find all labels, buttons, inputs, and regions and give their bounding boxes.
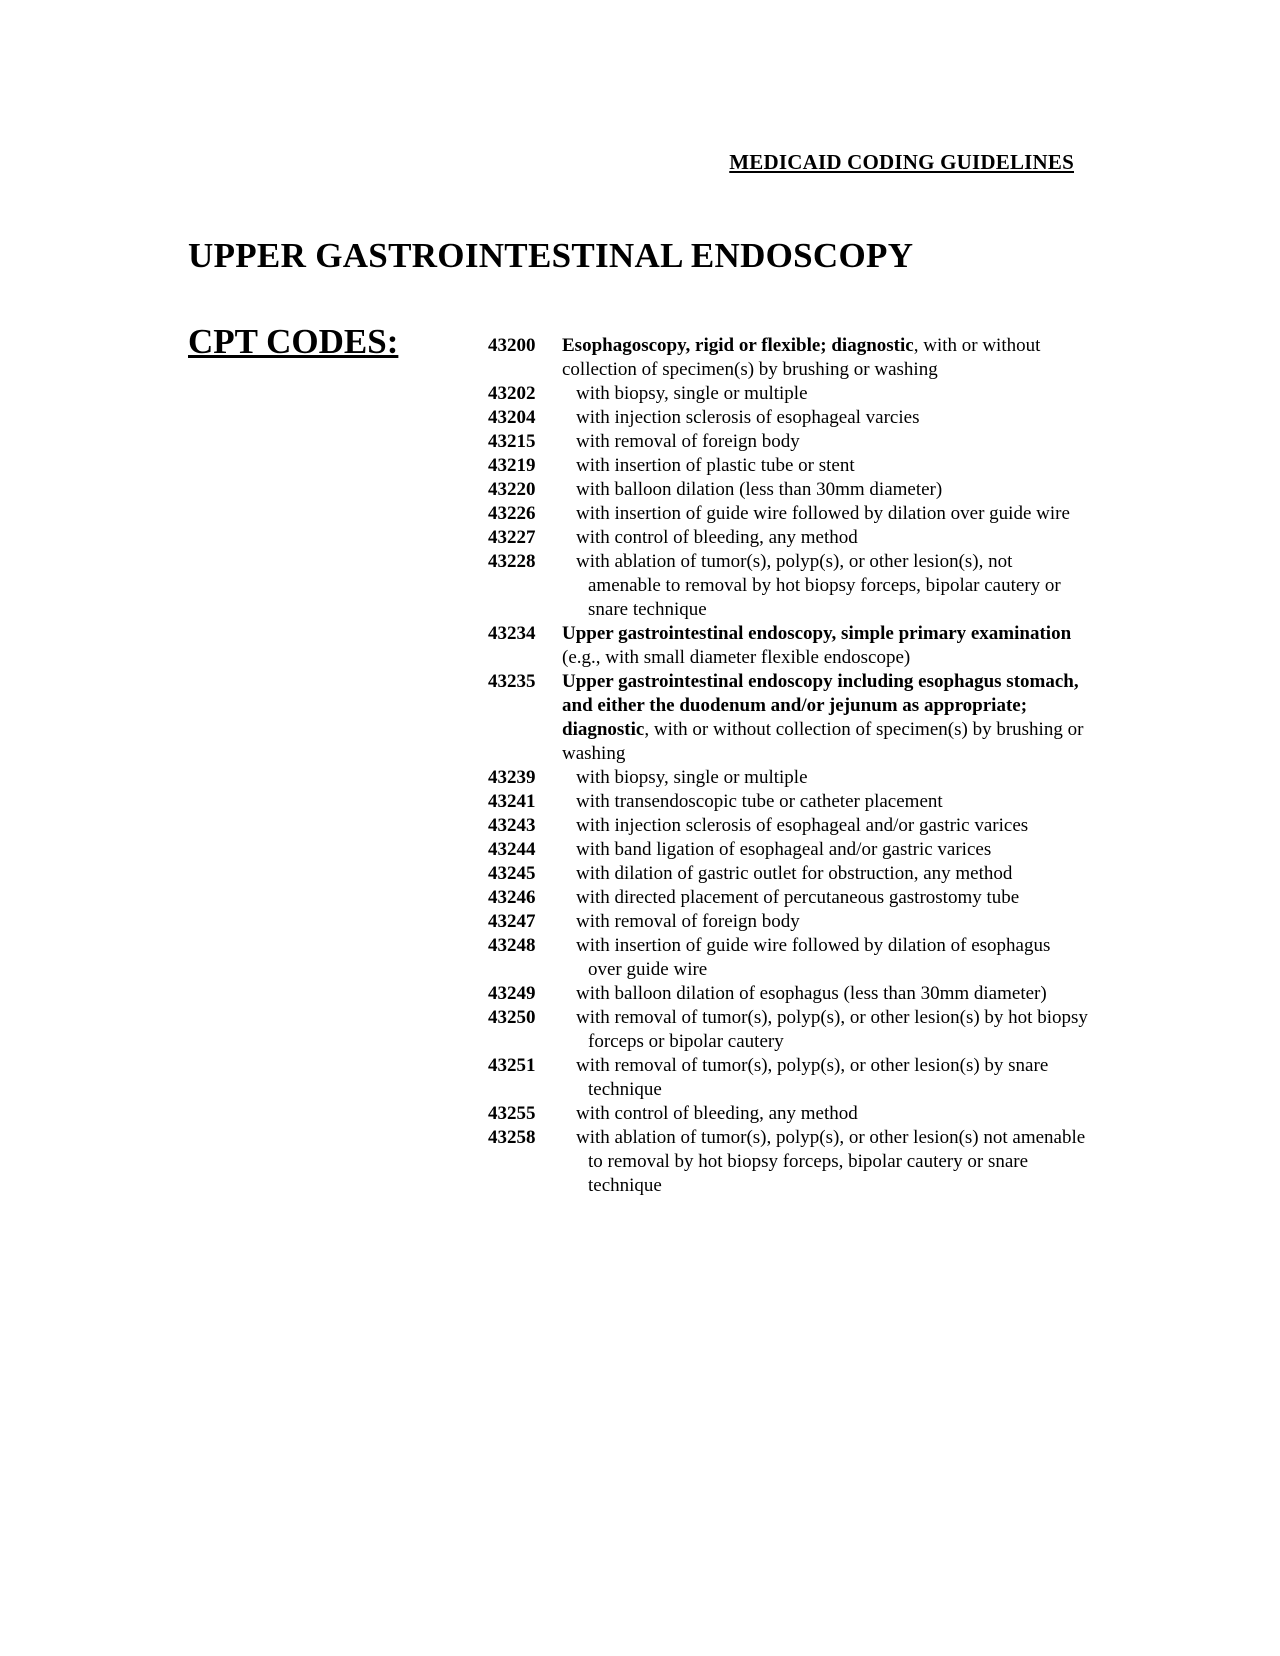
code-number: 43228 (488, 551, 536, 572)
code-number: 43241 (488, 791, 536, 812)
code-entry-43255 (488, 1102, 1088, 1126)
code-description: with insertion of plastic tube or stent (576, 455, 855, 476)
code-number: 43250 (488, 1007, 536, 1028)
section-label-cpt-codes: CPT CODES: (188, 322, 399, 361)
code-number: 43239 (488, 767, 536, 788)
code-entry-43228 (488, 550, 1088, 622)
code-entry-43215 (488, 430, 1088, 454)
code-entry-43200 (488, 334, 1088, 382)
code-description-bold: Upper gastrointestinal endoscopy, simple primary examination (562, 623, 1072, 644)
code-entry-43219 (488, 454, 1088, 478)
code-number: 43202 (488, 383, 536, 404)
code-entry-43251 (488, 1054, 1088, 1102)
code-description: with control of bleeding, any method (576, 527, 858, 548)
code-number: 43215 (488, 431, 536, 452)
code-description (562, 622, 1088, 670)
code-description: with dilation of gastric outlet for obstruction, any method (576, 863, 1013, 884)
code-entry-43235 (488, 670, 1088, 766)
code-number: 43249 (488, 983, 536, 1004)
code-description (562, 670, 1088, 766)
code-description-bold: Upper gastrointestinal endoscopy including esophagus stomach, and either the duodenum and/or jejunum as appropriate; diagnostic (562, 671, 1079, 740)
code-entry-43202 (488, 382, 1088, 406)
code-entry-43226 (488, 502, 1088, 526)
code-description: with removal of foreign body (576, 431, 800, 452)
code-description (562, 334, 1088, 382)
code-number: 43220 (488, 479, 536, 500)
code-number: 43247 (488, 911, 536, 932)
code-entry-43247 (488, 910, 1088, 934)
code-description: with insertion of guide wire followed by dilation over guide wire (576, 503, 1070, 524)
code-number: 43246 (488, 887, 536, 908)
code-description: with removal of tumor(s), polyp(s), or other lesion(s) by snare technique (576, 1055, 1049, 1100)
code-description: with control of bleeding, any method (576, 1103, 858, 1124)
code-entry-43258 (488, 1126, 1088, 1198)
code-number: 43235 (488, 671, 536, 692)
code-description: with biopsy, single or multiple (576, 383, 808, 404)
code-entry-43243 (488, 814, 1088, 838)
code-description: with removal of tumor(s), polyp(s), or other lesion(s) by hot biopsy forceps or bipolar cautery (576, 1007, 1088, 1052)
code-entry-43220 (488, 478, 1088, 502)
code-number: 43258 (488, 1127, 536, 1148)
code-description-bold: Esophagoscopy, rigid or flexible; diagnostic (562, 335, 914, 356)
code-number: 43245 (488, 863, 536, 884)
code-entry-43250 (488, 1006, 1088, 1054)
code-number: 43255 (488, 1103, 536, 1124)
code-number: 43227 (488, 527, 536, 548)
header-title: MEDICAID CODING GUIDELINES (729, 150, 1074, 174)
code-number: 43248 (488, 935, 536, 956)
code-entry-43227 (488, 526, 1088, 550)
code-number: 43234 (488, 623, 536, 644)
code-description: with ablation of tumor(s), polyp(s), or other lesion(s) not amenable to removal by hot biopsy forceps, bipolar cautery or snare technique (576, 1127, 1086, 1196)
code-entry-43245 (488, 862, 1088, 886)
code-description: with directed placement of percutaneous gastrostomy tube (576, 887, 1020, 908)
code-description: with injection sclerosis of esophageal and/or gastric varices (576, 815, 1029, 836)
code-number: 43244 (488, 839, 536, 860)
code-number: 43251 (488, 1055, 536, 1076)
code-entry-43244 (488, 838, 1088, 862)
code-entry-43249 (488, 982, 1088, 1006)
page-title: UPPER GASTROINTESTINAL ENDOSCOPY (188, 236, 914, 275)
code-description: with removal of foreign body (576, 911, 800, 932)
code-description: with band ligation of esophageal and/or gastric varices (576, 839, 992, 860)
code-description: with balloon dilation (less than 30mm diameter) (576, 479, 943, 500)
code-description: with ablation of tumor(s), polyp(s), or other lesion(s), not amenable to removal by hot biopsy forceps, bipolar cautery or snare technique (576, 551, 1061, 620)
code-number: 43200 (488, 335, 536, 356)
code-description: with insertion of guide wire followed by dilation of esophagus over guide wire (576, 935, 1051, 980)
code-entry-43246 (488, 886, 1088, 910)
code-description: with balloon dilation of esophagus (less than 30mm diameter) (576, 983, 1047, 1004)
code-number: 43243 (488, 815, 536, 836)
code-entry-43234 (488, 622, 1088, 670)
code-description-text: , with or without collection of specimen(s) by brushing or washing (562, 719, 1084, 764)
code-number: 43219 (488, 455, 536, 476)
code-description-text: (e.g., with small diameter flexible endoscope) (562, 647, 911, 668)
code-description-text: , with or without collection of specimen(s) by brushing or washing (562, 335, 1041, 380)
code-number: 43204 (488, 407, 536, 428)
code-entry-43241 (488, 790, 1088, 814)
cpt-code-list (488, 334, 1088, 1198)
code-entry-43204 (488, 406, 1088, 430)
code-description: with biopsy, single or multiple (576, 767, 808, 788)
code-description: with transendoscopic tube or catheter placement (576, 791, 943, 812)
code-entry-43248 (488, 934, 1088, 982)
code-entry-43239 (488, 766, 1088, 790)
code-description: with injection sclerosis of esophageal varcies (576, 407, 920, 428)
code-number: 43226 (488, 503, 536, 524)
